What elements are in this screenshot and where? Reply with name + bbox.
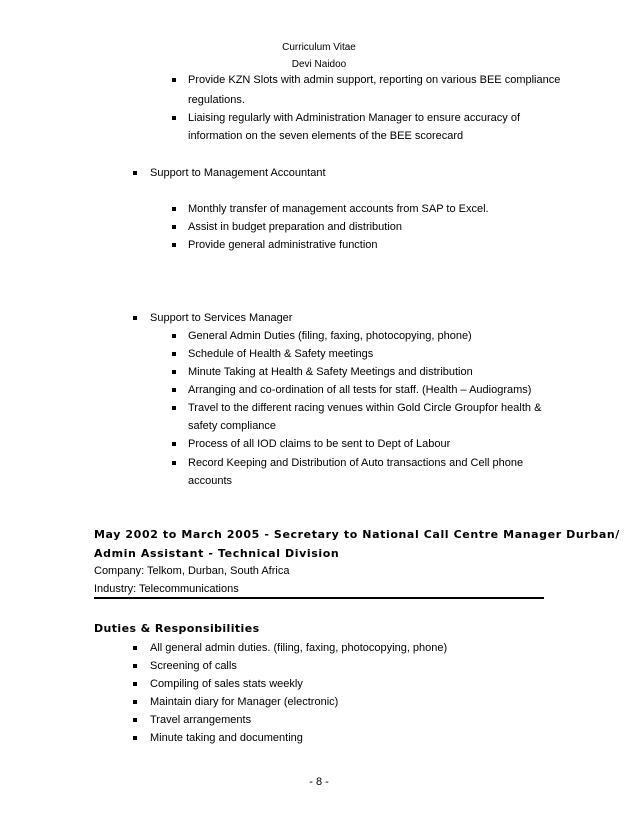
list-item: Minute Taking at Health & Safety Meetings and distribution	[188, 366, 473, 378]
section-divider	[94, 597, 544, 599]
bullet-marker	[133, 718, 137, 722]
cv-header-name: Devi Naidoo	[291, 59, 347, 70]
list-item: Provide KZN Slots with admin support, reporting on various BEE compliance	[188, 74, 561, 86]
industry-line: Industry: Telecommunications	[94, 583, 239, 595]
list-item: Provide general administrative function	[188, 239, 378, 251]
list-item: Maintain diary for Manager (electronic)	[150, 696, 339, 708]
bullet-marker	[172, 442, 176, 446]
bullet-marker	[133, 682, 137, 686]
list-item: Minute taking and documenting	[150, 732, 303, 744]
list-item: Monthly transfer of management accounts from SAP to Excel.	[188, 203, 489, 215]
bullet-marker	[172, 243, 176, 247]
bullet-marker	[133, 664, 137, 668]
list-item: Record Keeping and Distribution of Auto transactions and Cell phone	[188, 457, 524, 469]
bullet-marker	[133, 736, 137, 740]
list-item: Liaising regularly with Administration Manager to ensure accuracy of	[188, 112, 520, 124]
list-item: Arranging and co-ordination of all tests for staff. (Health – Audiograms)	[188, 384, 532, 396]
bullet-marker	[172, 207, 176, 211]
bullet-marker	[172, 370, 176, 374]
list-item: All general admin duties. (filing, faxing, photocopying, phone)	[150, 642, 448, 654]
list-item: Schedule of Health & Safety meetings	[188, 348, 374, 360]
bullet-marker	[172, 461, 176, 465]
list-item-continuation: information on the seven elements of the BEE scorecard	[188, 130, 464, 142]
list-item-continuation: accounts	[188, 475, 233, 487]
section-title: Support to Services Manager	[150, 312, 293, 324]
list-item: Compiling of sales stats weekly	[150, 678, 303, 690]
bullet-marker	[133, 171, 137, 175]
list-item: Assist in budget preparation and distribution	[188, 221, 403, 233]
list-item: Travel arrangements	[150, 714, 252, 726]
list-item: Screening of calls	[150, 660, 237, 672]
list-item-continuation: safety compliance	[188, 420, 277, 432]
list-item-continuation: regulations.	[188, 94, 245, 106]
bullet-marker	[172, 116, 176, 120]
bullet-marker	[133, 316, 137, 320]
bullet-marker	[172, 406, 176, 410]
list-item: Travel to the different racing venues within Gold Circle Groupfor health &	[188, 402, 542, 414]
bullet-marker	[172, 388, 176, 392]
job-title: May 2002 to March 2005 - Secretary to National Call Centre Manager Durban/	[94, 528, 620, 541]
bullet-marker	[133, 646, 137, 650]
job-title-continuation: Admin Assistant - Technical Division	[94, 547, 340, 560]
company-line: Company: Telkom, Durban, South Africa	[94, 565, 290, 577]
bullet-marker	[172, 78, 176, 82]
bullet-marker	[133, 700, 137, 704]
duties-heading: Duties & Responsibilities	[94, 622, 260, 635]
cv-header-title: Curriculum Vitae	[282, 42, 356, 53]
bullet-marker	[172, 334, 176, 338]
page-number: - 8 -	[309, 776, 329, 788]
list-item: General Admin Duties (filing, faxing, photocopying, phone)	[188, 330, 472, 342]
section-title: Support to Management Accountant	[150, 167, 326, 179]
list-item: Process of all IOD claims to be sent to Dept of Labour	[188, 438, 451, 450]
bullet-marker	[172, 225, 176, 229]
bullet-marker	[172, 352, 176, 356]
